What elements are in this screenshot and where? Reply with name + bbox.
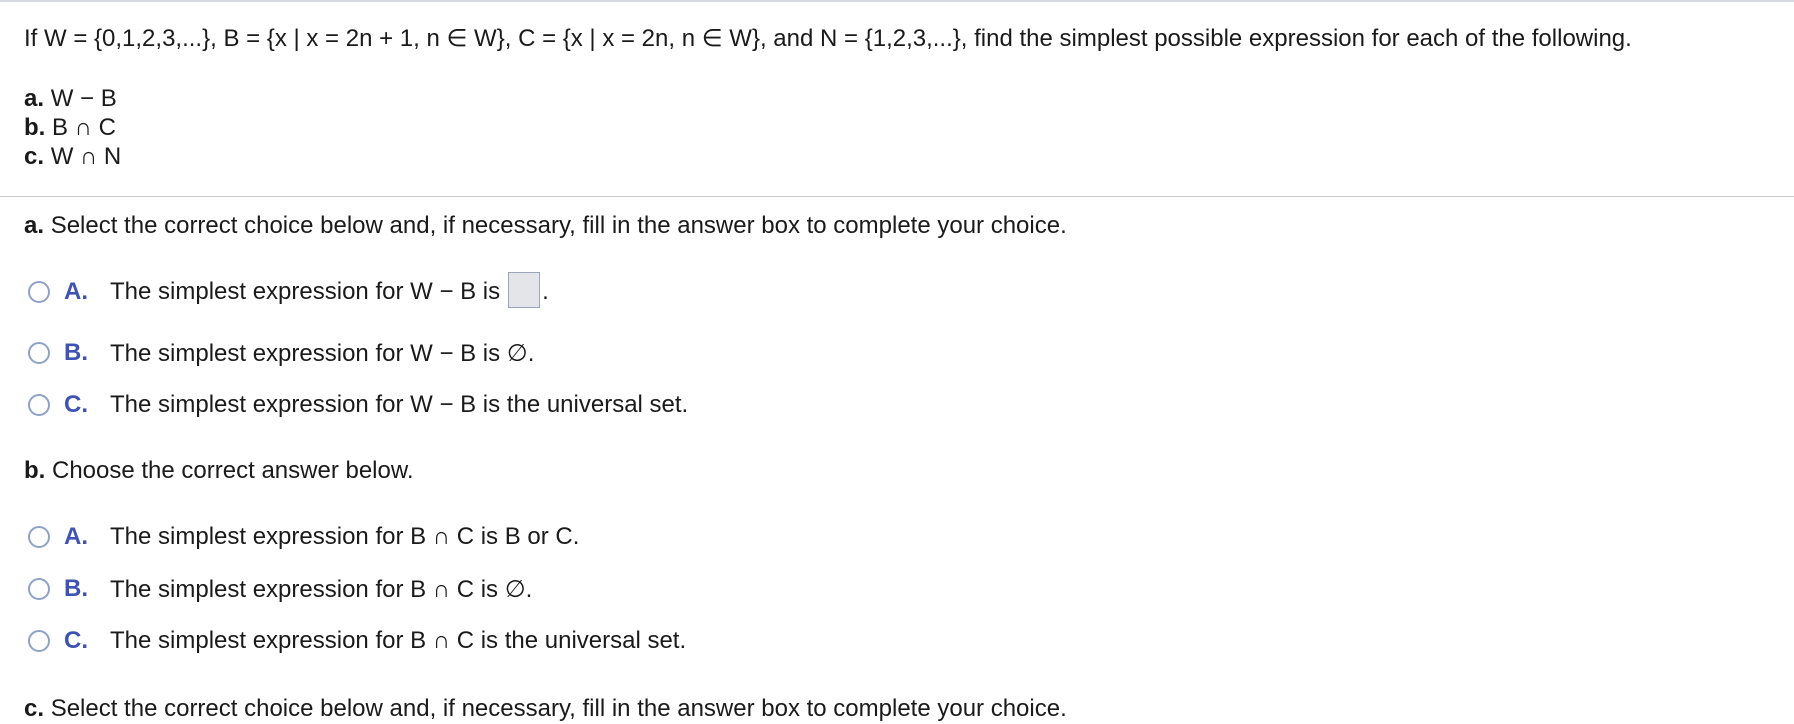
question-parts-list: [24, 84, 121, 171]
choice-letter: C.: [64, 391, 88, 418]
choice-text: The simplest expression for B ∩ C is the universal set.: [110, 627, 687, 654]
choice-suffix: .: [542, 278, 549, 305]
top-divider: [0, 0, 1794, 2]
section-c-instruction-text: Select the correct choice below and, if necessary, fill in the answer box to complete your choice.: [50, 695, 1067, 722]
choice-text: The simplest expression for W − B is ∅.: [110, 339, 535, 367]
section-a-choice-a[interactable]: [28, 275, 549, 309]
section-a-label: a.: [24, 212, 45, 239]
radio-button[interactable]: [28, 394, 50, 416]
section-c-instruction: [24, 694, 1067, 724]
section-b-instruction: [24, 456, 414, 486]
choice-letter: B.: [64, 575, 88, 602]
section-b-label: b.: [24, 457, 46, 484]
question-statement: If W = {0,1,2,3,...}, B = {x | x = 2n + 1, n ∈ W}, C = {x | x = 2n, n ∈ W}, and N = {1,2,3,...}, find the simplest possible expression for each of the following.: [24, 25, 1632, 52]
section-b-choice-b[interactable]: [28, 572, 532, 606]
radio-button[interactable]: [28, 630, 50, 652]
part-label: b.: [24, 114, 46, 141]
part-expression: W − B: [50, 85, 117, 112]
section-c-label: c.: [24, 695, 45, 722]
section-b-instruction-text: Choose the correct answer below.: [52, 457, 414, 484]
choice-letter: B.: [64, 339, 88, 366]
choice-text: The simplest expression for W − B is: [110, 278, 501, 305]
choice-text: The simplest expression for B ∩ C is B or C.: [110, 523, 580, 550]
section-a-instruction-text: Select the correct choice below and, if necessary, fill in the answer box to complete your choice.: [50, 212, 1067, 239]
answer-box[interactable]: [508, 272, 540, 308]
section-divider: [0, 196, 1794, 197]
section-a-instruction: [24, 211, 1067, 241]
section-b-choice-c[interactable]: [28, 624, 686, 658]
radio-button[interactable]: [28, 342, 50, 364]
question-part-a: [24, 84, 121, 113]
part-expression: W ∩ N: [50, 143, 122, 170]
radio-button[interactable]: [28, 281, 50, 303]
choice-text: The simplest expression for B ∩ C is ∅.: [110, 575, 533, 603]
part-expression: B ∩ C: [52, 114, 116, 141]
radio-button[interactable]: [28, 526, 50, 548]
choice-letter: A.: [64, 278, 88, 305]
question-part-b: [24, 113, 121, 142]
radio-button[interactable]: [28, 578, 50, 600]
choice-text: The simplest expression for W − B is the universal set.: [110, 391, 689, 418]
part-label: c.: [24, 143, 45, 170]
section-a-choice-c[interactable]: [28, 388, 688, 422]
question-part-c: [24, 142, 121, 171]
section-b-choice-a[interactable]: [28, 520, 579, 554]
choice-letter: A.: [64, 523, 88, 550]
part-label: a.: [24, 85, 45, 112]
choice-letter: C.: [64, 627, 88, 654]
section-a-choice-b[interactable]: [28, 336, 534, 370]
